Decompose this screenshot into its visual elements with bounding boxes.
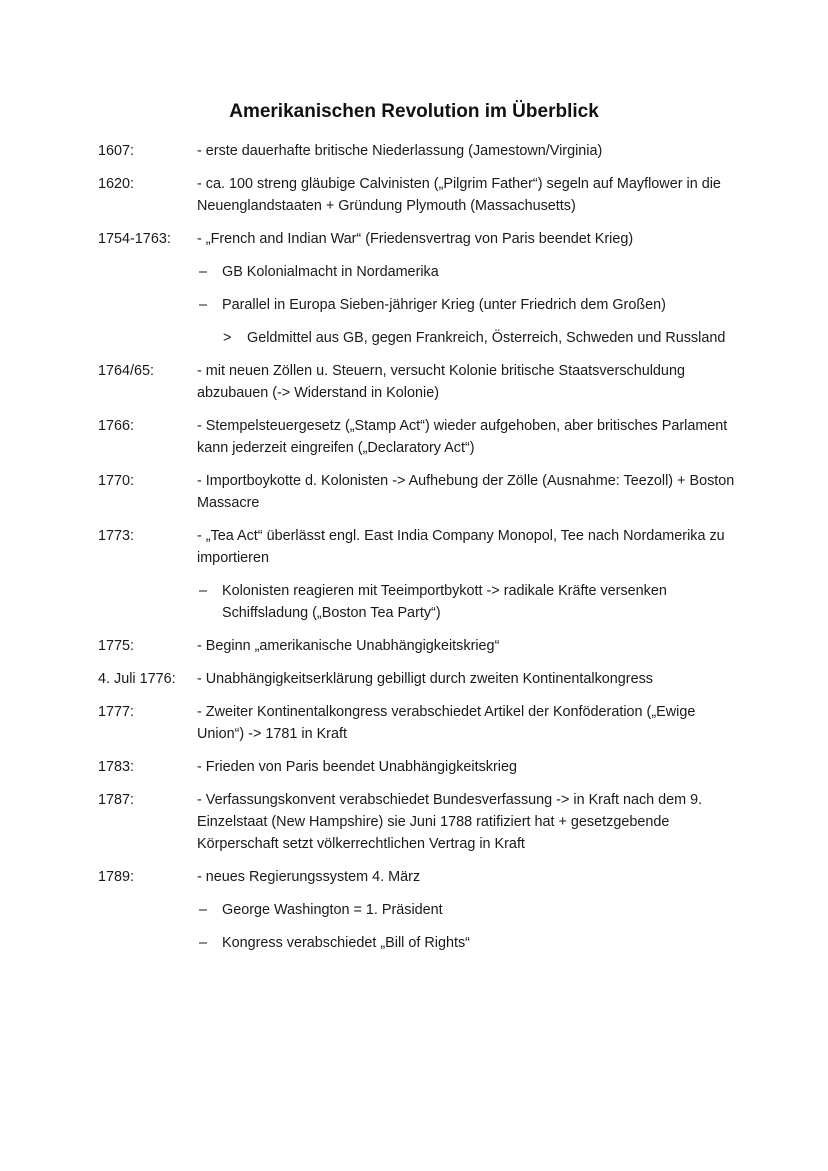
timeline-list xyxy=(0,140,828,965)
entry-date: 1775: xyxy=(98,638,135,654)
timeline-entry xyxy=(0,360,828,404)
entry-date: 1783: xyxy=(98,759,135,775)
entry-description: - Frieden von Paris beendet Unabhängigkeitskrieg xyxy=(197,759,517,775)
entry-description: - mit neuen Zöllen u. Steuern, versucht Kolonie britische Staatsverschuldung abzubauen (-> Widerstand in Kolonie) xyxy=(197,363,685,401)
timeline-entry xyxy=(0,756,828,778)
sub-point xyxy=(0,261,828,283)
entry-description: - Importboykotte d. Kolonisten -> Aufhebung der Zölle (Ausnahme: Teezoll) + Boston Massacre xyxy=(197,473,735,511)
entry-date: 1770: xyxy=(98,473,135,489)
sub-point-text: George Washington = 1. Präsident xyxy=(222,902,443,918)
entry-description: - Verfassungskonvent verabschiedet Bundesverfassung -> in Kraft nach dem 9. Einzelstaat (New Hampshire) sie Juni 1788 ratifiziert hat + gesetzgebende Körperschaft setzt völkerrechtlichen Vertrag in Kraft xyxy=(197,792,703,852)
entry-date: 1787: xyxy=(98,792,135,808)
sub-point xyxy=(0,294,828,316)
timeline-entry xyxy=(0,525,828,569)
entry-date: 1773: xyxy=(98,528,135,544)
timeline-entry xyxy=(0,866,828,888)
dash-bullet-icon: – xyxy=(199,935,208,951)
dash-bullet-icon: – xyxy=(199,902,208,918)
entry-description: - Stempelsteuergesetz („Stamp Act“) wieder aufgehoben, aber britisches Parlament kann jederzeit eingreifen („Declaratory Act“) xyxy=(197,418,728,456)
sub-point-text: Kongress verabschiedet „Bill of Rights“ xyxy=(222,935,470,951)
entry-date: 1766: xyxy=(98,418,135,434)
entry-description: - Zweiter Kontinentalkongress verabschiedet Artikel der Konföderation („Ewige Union“) -> 1781 in Kraft xyxy=(197,704,696,742)
entry-description: - Unabhängigkeitserklärung gebilligt durch zweiten Kontinentalkongress xyxy=(197,671,653,687)
page-title xyxy=(0,101,828,123)
entry-date: 1754-1763: xyxy=(98,231,171,247)
sub-point xyxy=(0,899,828,921)
entry-description: - „Tea Act“ überlässt engl. East India Company Monopol, Tee nach Nordamerika zu importieren xyxy=(197,528,725,566)
entry-description: - „French and Indian War“ (Friedensvertrag von Paris beendet Krieg) xyxy=(197,231,634,247)
entry-date: 1764/65: xyxy=(98,363,155,379)
sub-point xyxy=(0,580,828,624)
entry-description: - Beginn „amerikanische Unabhängigkeitskrieg“ xyxy=(197,638,500,654)
entry-date: 1620: xyxy=(98,176,135,192)
entry-date: 4. Juli 1776: xyxy=(98,671,176,687)
entry-date: 1777: xyxy=(98,704,135,720)
entry-date: 1789: xyxy=(98,869,135,885)
page-title-text: Amerikanischen Revolution im Überblick xyxy=(229,101,599,122)
timeline-entry xyxy=(0,789,828,855)
entry-description: - neues Regierungssystem 4. März xyxy=(197,869,421,885)
timeline-entry xyxy=(0,701,828,745)
timeline-entry xyxy=(0,470,828,514)
sub-point xyxy=(0,327,828,349)
arrow-bullet-icon: > xyxy=(223,330,232,346)
sub-point-text: Kolonisten reagieren mit Teeimportbykott -> radikale Kräfte versenken Schiffsladung („Boston Tea Party“) xyxy=(222,583,667,621)
timeline-entry xyxy=(0,415,828,459)
sub-point xyxy=(0,932,828,954)
sub-point-text: Parallel in Europa Sieben-jähriger Krieg (unter Friedrich dem Großen) xyxy=(222,297,666,313)
entry-description: - ca. 100 streng gläubige Calvinisten („Pilgrim Father“) segeln auf Mayflower in die Neuenglandstaaten + Gründung Plymouth (Massachusetts) xyxy=(197,176,721,214)
dash-bullet-icon: – xyxy=(199,264,208,280)
entry-date: 1607: xyxy=(98,143,135,159)
sub-point-text: Geldmittel aus GB, gegen Frankreich, Österreich, Schweden und Russland xyxy=(247,330,726,346)
timeline-entry xyxy=(0,668,828,690)
timeline-entry xyxy=(0,173,828,217)
dash-bullet-icon: – xyxy=(199,583,208,599)
timeline-entry xyxy=(0,228,828,250)
entry-description: - erste dauerhafte britische Niederlassung (Jamestown/Virginia) xyxy=(197,143,603,159)
timeline-entry xyxy=(0,140,828,162)
sub-point-text: GB Kolonialmacht in Nordamerika xyxy=(222,264,439,280)
timeline-entry xyxy=(0,635,828,657)
dash-bullet-icon: – xyxy=(199,297,208,313)
